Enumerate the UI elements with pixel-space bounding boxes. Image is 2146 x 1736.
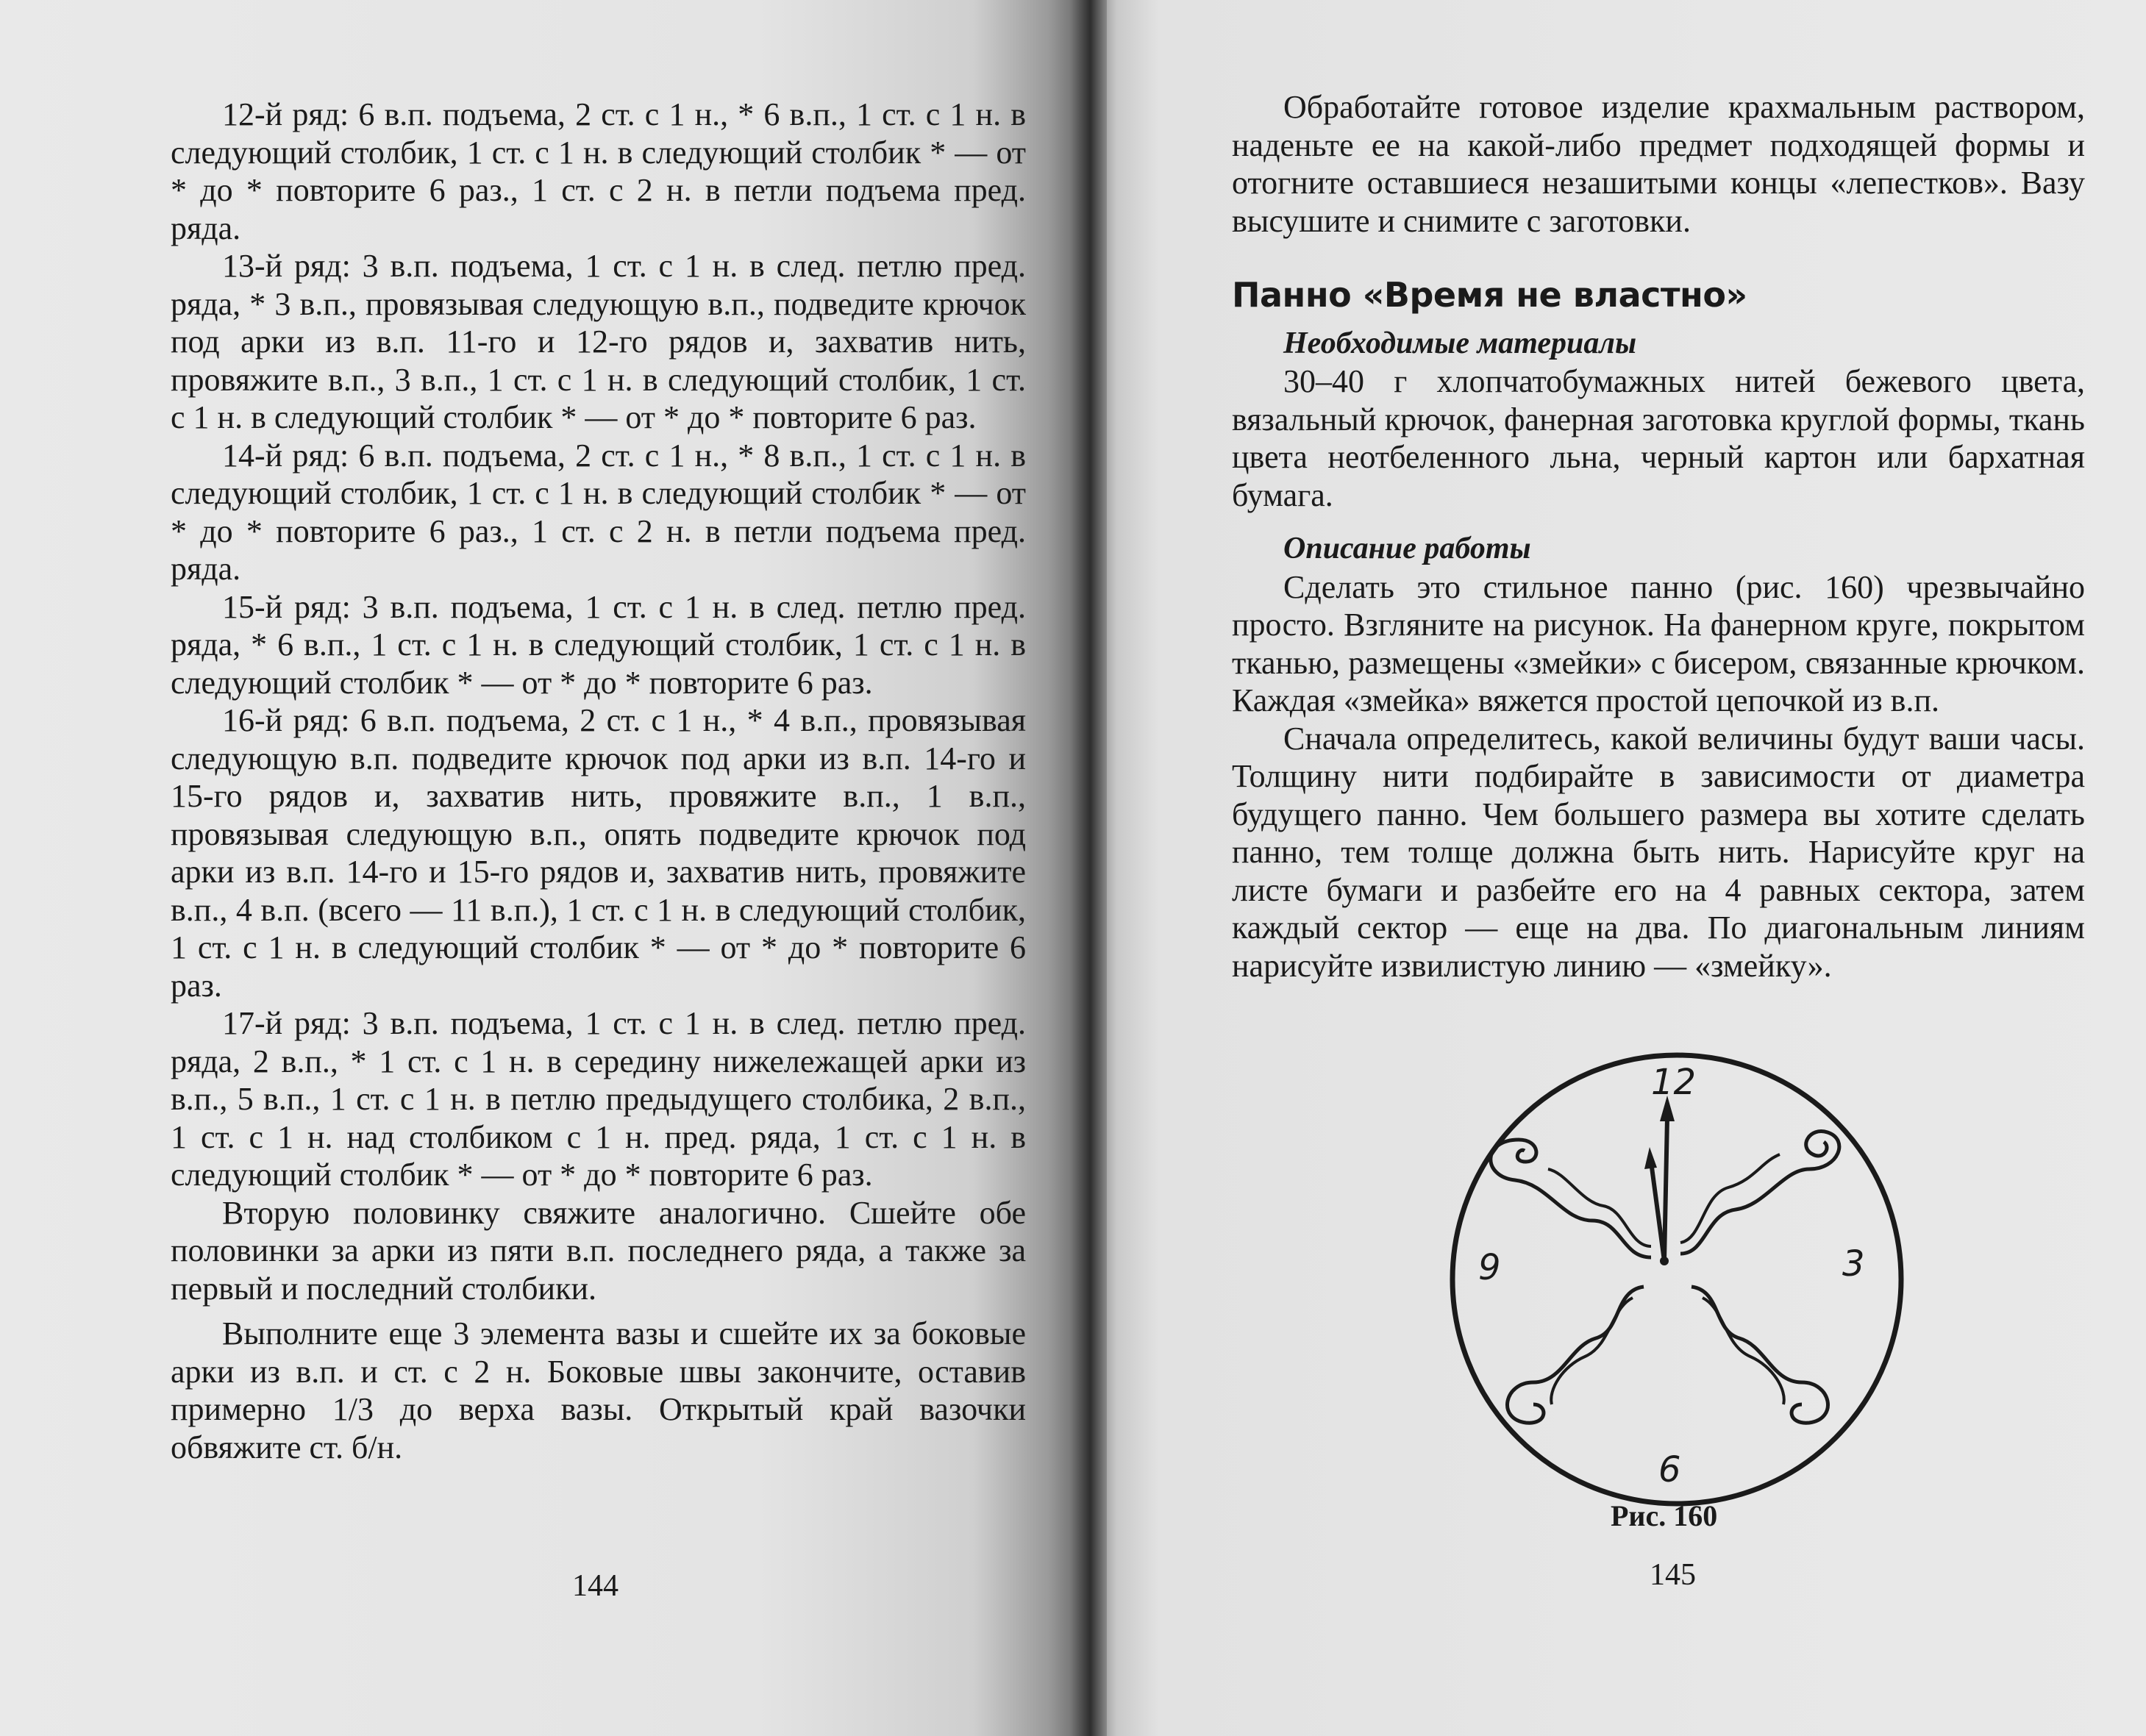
paragraph-assembly: Выполните еще 3 элемента вазы и сшейте их за боковые арки из в.п. и ст. с 2 н. Боковые швы закончите, оставив примерно 1/3 до верха вазы. Открытый край вазочки обвяжите ст. б/н.: [171, 1315, 1026, 1465]
paragraph-row-15: 15-й ряд: 3 в.п. подъема, 1 ст. с 1 н. в след. петлю пред. ряда, * 6 в.п., 1 ст. с 1 н. в следующий столбик, 1 ст. с 1 н. в следующий столбик * — от * до * повторите 6 раз.: [171, 588, 1026, 701]
materials-heading: Необходимые материалы: [1283, 326, 1637, 360]
intro-paragraph: Обработайте готовое изделие крахмальным раствором, наденьте ее на какой-либо предмет подходящей формы и отогните оставшиеся незашитыми концы «лепестков». Вазу высушите и снимите с заготовки.: [1232, 89, 2085, 239]
paragraph-row-17: 17-й ряд: 3 в.п. подъема, 1 ст. с 1 н. в след. петлю пред. ряда, 2 в.п., * 1 ст. с 1 н. в середину нижележащей арки из в.п., 5 в.п., 1 ст. с 1 н. в петлю предыдущего столбика, 2 в.п., 1 ст. с 1 н. над столбиком с 1 н. пред. ряда, 1 ст. с 1 н. в следующий столбик * — от * до * повторите 6 раз.: [171, 1005, 1026, 1193]
clock-hour-hand: [1651, 1162, 1664, 1261]
snake-top-right: [1680, 1132, 1839, 1254]
numeral-right: 3: [1842, 1243, 1865, 1285]
numeral-top: 12: [1651, 1062, 1697, 1103]
paragraph-row-13: 13-й ряд: 3 в.п. подъема, 1 ст. с 1 н. в след. петлю пред. ряда, * 3 в.п., провязывая следующую в.п., подведите крючок под арки из в.п. 11-го и 12-го рядов и, захватив нить, провяжите в.п., 3 в.п., 1 ст. с 1 н. в следующий столбик, 1 ст. с 1 н. в следующий столбик * — от * до * повторите 6 раз.: [171, 248, 1026, 435]
numeral-left: 9: [1478, 1247, 1501, 1288]
description-paragraph-1: Сделать это стильное панно (рис. 160) чрезвычайно просто. Взгляните на рисунок. На фанерном круге, покрытом тканью, размещены «змейки» с бисером, связанные крючком. Каждая «змейка» вяжется простой цепочкой из в.п.: [1232, 568, 2085, 718]
hour-hand-arrow-icon: [1644, 1147, 1657, 1169]
paragraph-row-14: 14-й ряд: 6 в.п. подъема, 2 ст. с 1 н., * 8 в.п., 1 ст. с 1 н. в следующий столбик, 1 ст. с 1 н. в следующий столбик * — от * до * повторите 6 раз., 1 ст. с 2 н. в петли подъема пред. ряда.: [171, 437, 1026, 587]
snake-top-right-inner: [1680, 1154, 1780, 1243]
numeral-bottom: 6: [1658, 1449, 1681, 1490]
clock-figure: [1438, 1037, 1916, 1515]
page-number-left: 144: [572, 1569, 619, 1603]
clock-circle: [1452, 1055, 1901, 1504]
paragraph-row-12: 12-й ряд: 6 в.п. подъема, 2 ст. с 1 н., * 6 в.п., 1 ст. с 1 н. в следующий столбик, 1 ст. с 1 н. в следующий столбик * — от * до * повторите 6 раз., 1 ст. с 2 н. в петли подъема пред. ряда.: [171, 96, 1026, 246]
clock-minute-hand: [1664, 1118, 1667, 1261]
page-number-right: 145: [1650, 1558, 1696, 1592]
clock-center: [1660, 1257, 1669, 1265]
description-paragraph-2: Сначала определитесь, какой величины будут ваши часы. Толщину нити подбирайте в зависимости от диаметра будущего панно. Чем большего размера вы хотите сделать панно, тем толще должна быть нить. Нарисуйте круг на листе бумаги и разбейте его на 4 равных сектора, затем каждый сектор — еще на два. По диагональным линиям нарисуйте извилистую линию — «змейку».: [1232, 720, 2085, 984]
snake-top-left: [1491, 1140, 1651, 1257]
snake-bottom-right-inner: [1703, 1298, 1784, 1404]
paragraph-row-16: 16-й ряд: 6 в.п. подъема, 2 ст. с 1 н., * 4 в.п., провязывая следующую в.п. подведите крючок под арки из в.п. 14-го и 15-го рядов и, захватив нить, провяжите в.п., 1 в.п., провязывая следующую в.п., опять подведите крючок под арки из в.п. 14-го и 15-го рядов и, захватив нить, провяжите в.п., 4 в.п. (всего — 11 в.п.), 1 ст. с 1 н. в следующий столбик, 1 ст. с 1 н. в следующий столбик * — от * до * повторите 6 раз.: [171, 702, 1026, 1004]
book-gutter: [1070, 0, 1107, 1736]
right-page-text: [1232, 88, 2085, 985]
materials-text: 30–40 г хлопчатобумажных нитей бежевого цвета, вязальный крючок, фанерная заготовка круглой формы, ткань цвета неотбеленного льна, черный картон или бархатная бумага.: [1232, 363, 2085, 513]
figure-caption: Рис. 160: [1611, 1499, 1718, 1532]
description-heading: Описание работы: [1283, 532, 1531, 565]
left-page-text: [171, 96, 1026, 1466]
paragraph-second-half: Вторую половинку свяжите аналогично. Сшейте обе половинки за арки из пяти в.п. последнего ряда, а также за первый и последний столбики.: [171, 1194, 1026, 1307]
snake-bottom-left-inner: [1551, 1298, 1633, 1404]
section-heading: Панно «Время не властно»: [1232, 275, 1747, 315]
